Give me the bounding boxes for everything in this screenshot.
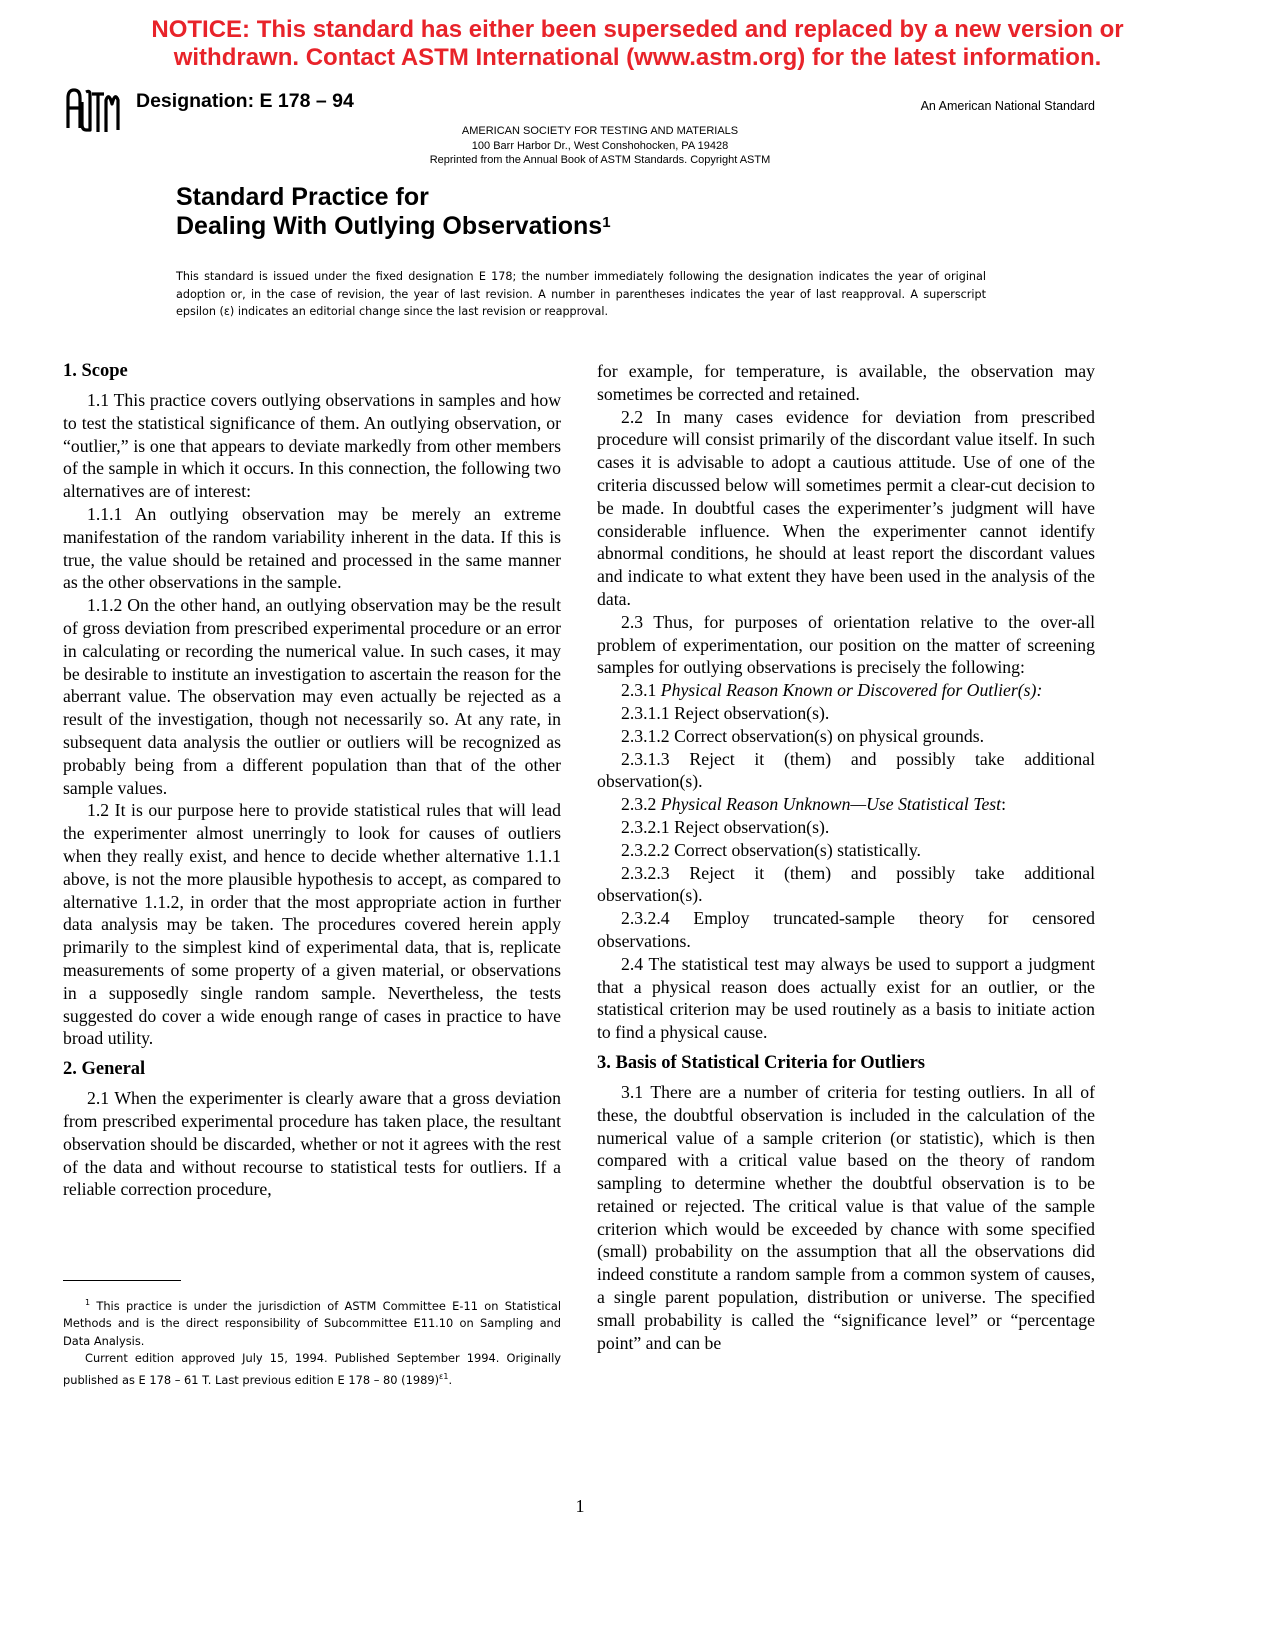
footnote-divider — [63, 1280, 181, 1281]
paragraph-2-3-2-title: Physical Reason Unknown—Use Statistical Test — [660, 794, 1002, 815]
issuance-statement: This standard is issued under the fixed designation E 178; the number immediately following the designation indicates the year of original adoption or, in the case of revision, the year of last revision. A number in parentheses indicates the year of last reapproval. A superscript epsilon (ε) indicates an editorial change since the last revision or reapproval. — [176, 270, 986, 318]
paragraph-2-3-2-1: 2.3.2.1 Reject observation(s). — [621, 816, 830, 837]
paragraph-2-3-1-1: 2.3.1.1 Reject observation(s). — [621, 702, 830, 723]
paragraph-2-3-1-number: 2.3.1 — [621, 680, 661, 701]
paragraph-2-3-2-3: 2.3.2.3 Reject it (them) and possibly take additional observation(s). — [597, 862, 1095, 906]
paragraph-1-2: 1.2 It is our purpose here to provide statistical rules that will lead the experimenter almost unerringly to look for causes of outliers when they really exist, and hence to decide whether alternative 1.1.1 above, is not the more plausible hypothesis to accept, as compared to alternative 1.1.2, in order that the most appropriate action in further data analysis may be taken. The procedures covered herein apply primarily to the simplest kind of experimental data, that is, replicate measurements of some property of a given material, or observations in a supposedly single random sample. Nevertheless, the tests suggested do cover a wide enough range of cases in practice to have broad utility. — [63, 800, 561, 1049]
right-column — [597, 360, 1095, 1354]
paragraph-1-1-1: 1.1.1 An outlying observation may be merely an extreme manifestation of the random variability inherent in the data. If this is true, the value should be retained and processed in the same manner as the other observations in the sample. — [63, 503, 561, 593]
title-text: Dealing With Outlying Observations — [176, 212, 603, 240]
paragraph-1-1-2: 1.1.2 On the other hand, an outlying observation may be the result of gross deviation from prescribed experimental procedure or an error in calculating or recording the numerical value. In such cases, it may be desirable to institute an investigation to ascertain the reason for the aberrant value. The observation may even actually be rejected as a result of the investigation, though not necessarily so. At any rate, in subsequent data analysis the outlier or outliers will be recognized as probably being from a different population than that of the other sample values. — [63, 595, 561, 798]
paragraph-3-1: 3.1 There are a number of criteria for testing outliers. In all of these, the doubtful observation is included in the calculation of the numerical value of a sample criterion (or statistic), which is then compared with a critical value based on the theory of random sampling to determine whether the doubtful observation is to be retained or rejected. The critical value is that value of the sample criterion which would be exceeded by chance with some specified (small) probability on the assumption that all the observations did indeed constitute a random sample from a common system of causes, a single parent population, distribution or universe. The specified small probability is called the “significance level” or “percentage point” and can be — [597, 1081, 1095, 1353]
page-number: 1 — [575, 1496, 585, 1516]
paragraph-1-1: 1.1 This practice covers outlying observations in samples and how to test the statistical significance of them. An outlying observation, or “outlier,” is one that appears to deviate markedly from other members of the sample in which it occurs. In this connection, the following two alternatives are of interest: — [63, 390, 561, 502]
paragraph-2-3-2-2: 2.3.2.2 Correct observation(s) statistically. — [621, 839, 921, 860]
title-line-2 — [176, 212, 611, 241]
supersession-notice — [60, 16, 1215, 72]
paragraph-2-3-1-3: 2.3.1.3 Reject it (them) and possibly take additional observation(s). — [597, 748, 1095, 792]
paragraph-2-3-2-colon: : — [1001, 794, 1007, 815]
designation: Designation: E 178 – 94 — [136, 90, 354, 112]
edition-epsilon: ε1 — [439, 1371, 449, 1381]
title-footnote-mark: 1 — [602, 214, 611, 231]
reprint-note: Reprinted from the Annual Book of ASTM Standards. Copyright ASTM — [429, 154, 771, 166]
title-line-1: Standard Practice for — [176, 183, 429, 211]
edition-end: . — [448, 1372, 453, 1387]
astm-logo-icon — [64, 86, 124, 136]
paragraph-2-3-1-title: Physical Reason Known or Discovered for Outlier(s): — [660, 680, 1043, 701]
document-title — [176, 183, 611, 241]
section-1-heading: 1. Scope — [63, 361, 128, 381]
american-national-standard-label: An American National Standard — [920, 99, 1095, 113]
paragraph-2-3: 2.3 Thus, for purposes of orientation relative to the over-all problem of experimentation, our position on the matter of screening samples for outlying observations is precisely the following: — [597, 611, 1095, 678]
paragraph-2-3-1 — [597, 679, 1095, 702]
paragraph-2-2: 2.2 In many cases evidence for deviation from prescribed procedure will consist primarily of the discordant value itself. In such cases it is advisable to adopt a cautious attitude. Use of one of the criteria discussed below will sometimes permit a clear-cut decision to be made. In doubtful cases the experimenter’s judgment will have considerable influence. When the experimenter cannot identify abnormal conditions, he should at least report the discordant values and indicate to what extent they have been used in the analysis of the data. — [597, 406, 1095, 609]
society-address: 100 Barr Harbor Dr., West Conshohocken, PA 19428 — [471, 139, 729, 152]
paragraph-2-4: 2.4 The statistical test may always be used to support a judgment that a physical reason does actually exist for an outlier, or the statistical criterion may be used routinely as a basis to initiate action to find a physical cause. — [597, 953, 1095, 1043]
left-column — [63, 360, 561, 1201]
footnotes — [63, 1294, 561, 1389]
notice-line-2: withdrawn. Contact ASTM International (www.astm.org) for the latest information. — [173, 44, 1102, 71]
section-3-heading: 3. Basis of Statistical Criteria for Outliers — [597, 1052, 925, 1073]
paragraph-2-1-continued: for example, for temperature, is available, the observation may sometimes be corrected and retained. — [597, 361, 1095, 404]
paragraph-2-3-1-2: 2.3.1.2 Correct observation(s) on physical grounds. — [621, 725, 985, 746]
footnote-1-edition — [63, 1350, 561, 1389]
notice-line-1: NOTICE: This standard has either been superseded and replaced by a new version or — [151, 16, 1124, 43]
paragraph-2-1: 2.1 When the experimenter is clearly aware that a gross deviation from prescribed experimental procedure has taken place, the resultant observation should be discarded, whether or not it agrees with the rest of the data and without recourse to statistical tests for outliers. If a reliable correction procedure, — [63, 1088, 561, 1200]
paragraph-2-3-2-number: 2.3.2 — [621, 794, 661, 815]
paragraph-2-3-2-4: 2.3.2.4 Employ truncated-sample theory for censored observations. — [597, 908, 1095, 951]
paragraph-2-3-2 — [597, 793, 1095, 816]
edition-text: Current edition approved July 15, 1994. Published September 1994. Originally published as E 178 – 61 T. Last previous edition E 178 – 80 (1989) — [63, 1351, 561, 1387]
society-name: AMERICAN SOCIETY FOR TESTING AND MATERIALS — [461, 125, 739, 137]
footnote-1-text: This practice is under the jurisdiction of ASTM Committee E-11 on Statistical Methods and is the direct responsibility of Subcommittee E11.10 on Sampling and Data Analysis. — [63, 1298, 561, 1348]
footnote-1-mark: 1 — [85, 1298, 91, 1307]
footnote-1 — [63, 1294, 561, 1350]
society-block — [300, 124, 900, 168]
section-2-heading: 2. General — [63, 1059, 146, 1080]
